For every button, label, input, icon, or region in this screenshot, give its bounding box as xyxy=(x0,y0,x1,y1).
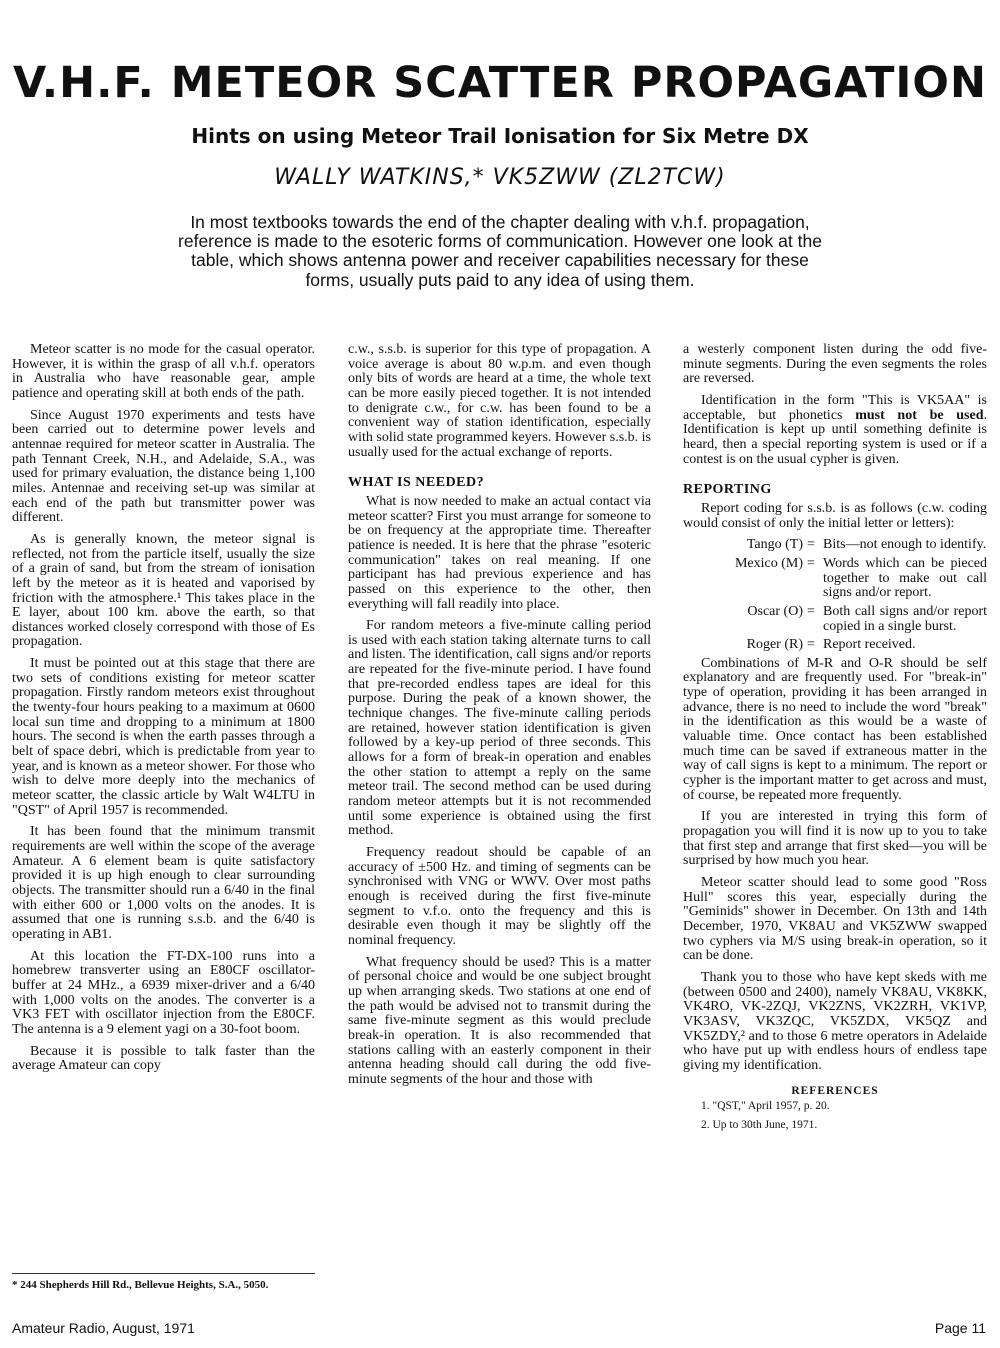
paragraph: It has been found that the minimum transmit requirements are well within the scope of the average Amateur. A 6 element beam is quite satisfactory provided it is up high enough to clear surrounding objects. The transmitter should run a 6/40 in the final with either 600 or 1,000 volts on the anodes. It is assumed that one is running s.s.b. and the 6/40 is operating in AB1. xyxy=(12,824,315,942)
code-row xyxy=(683,605,987,634)
article-subtitle: Hints on using Meteor Trail Ionisation for Six Metre DX xyxy=(191,124,809,148)
reference-item: 2. Up to 30th June, 1971. xyxy=(701,1119,818,1132)
code-row xyxy=(683,557,987,601)
paragraph: At this location the FT-DX-100 runs into a homebrew transverter using an E80CF oscillator-buffer at 24 MHz., a 6939 mixer-driver and a 6/40 with 1,000 volts on the anodes. The converter is a VK3 FET with oscillator injection from the E80CF. The antenna is a 9 element yagi on a 30-foot boom. xyxy=(12,948,315,1037)
code-value: Bits—not enough to identify. xyxy=(823,537,987,553)
paragraph: Meteor scatter is no mode for the casual operator. However, it is within the grasp of all v.h.f. operators in Australia who have reasonable gear, ample patience and operating skill at both ends of the path. xyxy=(12,342,315,401)
paragraph: Thank you to those who have kept skeds with me (between 0500 and 2400), namely VK8AU, VK8KK, VK4RO, VK-2ZQJ, VK2ZNS, VK2ZRH, VK1VP, VK3ASV, VK3ZQC, VK5ZDX, VK5QZ and VK5ZDY,² and to those 6 metre operators in Adelaide who have put up with endless hours of endless tape giving my identification. xyxy=(683,969,987,1073)
paragraph: Meteor scatter should lead to some good "Ross Hull" scores this year, especially during the "Geminids" shower in December. On 13th and 14th December, 1970, VK8AU and VK5ZWW swapped two cyphers via M/S using break-in operation, so it can be done. xyxy=(683,875,987,964)
text-run: . Identification is kept up until something definite is heard, then a special reporting system is used or if a contest is on the usual cypher is given. xyxy=(683,407,987,467)
emphasis-text: must not be used xyxy=(855,407,984,423)
references-heading: REFERENCES xyxy=(791,1084,879,1097)
article-title: V.H.F. METEOR SCATTER PROPAGATION xyxy=(13,58,987,108)
code-row xyxy=(683,638,987,653)
code-value: Report received. xyxy=(823,637,916,653)
section-heading: REPORTING xyxy=(683,482,772,498)
author-byline: WALLY WATKINS,* VK5ZWW (ZL2TCW) xyxy=(274,165,726,190)
paragraph: For random meteors a five-minute calling period is used with each station taking alternate turns to call and listen. The identification, call signs and/or reports are repeated for the five-minute period. I have found that pre-recorded endless tapes are ideal for this purpose. During the peak of a known shower, the technique changes. The five-minute calling periods are retained, however station identification is given followed by a key-up period of three seconds. This allows for a form of break-in operation and enables the other station to attempt a reply on the same meteor trail. The second method can be used during random meteor attempts but it is not recommended until some experience is obtained using the first method. xyxy=(348,618,651,839)
column-1 xyxy=(12,343,315,1081)
paragraph: As is generally known, the meteor signal is reflected, not from the particle itself, usually the size of a grain of sand, but from the stream of ionisation left by the meteor as it is heated and vaporised by friction with the atmosphere.¹ This takes place in the E layer, about 100 km. above the earth, so that distances worked closely correspond with those of Es propagation. xyxy=(12,531,315,650)
paragraph: c.w., s.s.b. is superior for this type of propagation. A voice average is about 80 w.p.m. and even though only bits of words are heard at a time, the whole text can be more easily pieced together. It is not intended to denigrate c.w., for c.w. has been found to be a convenient way of station identification, especially with solid state programmed keyers. However s.s.b. is usually used for the actual exchange of reports. xyxy=(348,342,651,460)
footer-publication: Amateur Radio, August, 1971 xyxy=(12,1320,195,1336)
equals-sign: = xyxy=(807,555,815,571)
intro-paragraph: In most textbooks towards the end of the chapter dealing with v.h.f. propagation, reference is made to the esoteric forms of communication. However one look at the table, which shows antenna power and receiver capabilities necessary for these forms, usually puts paid to any idea of using them. xyxy=(178,212,822,290)
section-heading: WHAT IS NEEDED? xyxy=(348,475,485,491)
code-row xyxy=(683,538,987,553)
reference-item: 1. "QST," April 1957, p. 20. xyxy=(701,1100,830,1113)
column-3 xyxy=(683,343,987,1138)
text-run: Identification in the form "This is VK5AA" is acceptable, but phonetics xyxy=(683,392,987,423)
paragraph xyxy=(683,394,987,467)
equals-sign: = xyxy=(807,603,815,619)
paragraph: Frequency readout should be capable of an accuracy of ±500 Hz. and timing of segments can be synchronised with VNG or WWV. Over most paths enough is received during the first five-minute segment to v.f.o. onto the frequency and this is desirable even though it may be slightly off the nominal frequency. xyxy=(348,845,651,948)
column-2 xyxy=(348,343,651,1095)
code-value: Words which can be pieced together to make out call signs and/or report. xyxy=(823,555,987,601)
footnote: * 244 Shepherds Hill Rd., Bellevue Heights, S.A., 5050. xyxy=(12,1273,315,1292)
paragraph: Since August 1970 experiments and tests have been carried out to determine power levels and antennae required for meteor scatter in Australia. The path Tennant Creek, N.H., and Adelaide, S.A., was used for primary evaluation, the distance being 1,100 miles. Antennae and receiving set-up was similar at each end of the path but transmitter power was different. xyxy=(12,407,315,526)
code-key: Roger (R) xyxy=(746,637,803,653)
paragraph: Because it is possible to talk faster than the average Amateur can copy xyxy=(12,1043,315,1074)
paragraph: If you are interested in trying this form of propagation you will find it is now up to you to take that first step and arrange that first sked—you will be surprised by how much you hear. xyxy=(683,809,987,869)
code-value: Both call signs and/or report copied in a single burst. xyxy=(823,603,987,634)
paragraph: It must be pointed out at this stage that there are two sets of conditions existing for meteor scatter propagation. Firstly random meteors exist throughout the twenty-four hours peaking to a maximum at 0600 local sun time and dropping to a minimum at 1800 hours. The second is when the earth passes through a belt of space debri, which is predictable from year to year, and is known as a meteor shower. For those who wish to delve more deeply into the mechanics of meteor scatter, the classic article by Walt W4LTU in "QST" of April 1957 is recommended. xyxy=(12,656,315,818)
equals-sign: = xyxy=(807,637,815,653)
paragraph: What frequency should be used? This is a matter of personal choice and would be one subject brought up when arranging skeds. Two stations at one end of the path would be advised not to transmit during the same five-minute segment as this would preclude break-in operation. It is also recommended that stations calling with an easterly component in their antenna heading should call during the odd five-minute segments of the hour and those with xyxy=(348,954,651,1087)
paragraph: Report coding for s.s.b. is as follows (c.w. coding would consist of only the initial letter or letters): xyxy=(683,500,987,531)
paragraph: Combinations of M-R and O-R should be self explanatory and are frequently used. For "break-in" type of operation, providing it has been arranged in advance, there is no need to include the word "break" in the identification as this would be a waste of valuable time. Once contact has been established much time can be saved if extraneous matter in the way of call signs is kept to a minimum. The report or cypher is the important matter to get across and must, of course, be repeated more frequently. xyxy=(683,655,987,803)
paragraph: a westerly component listen during the odd five-minute segments. During the even segments the roles are reversed. xyxy=(683,342,987,387)
code-key: Oscar (O) xyxy=(747,603,803,619)
code-key: Mexico (M) xyxy=(734,555,803,571)
equals-sign: = xyxy=(807,537,815,553)
page-number: Page 11 xyxy=(934,1320,986,1336)
code-key: Tango (T) xyxy=(746,537,803,553)
paragraph: What is now needed to make an actual contact via meteor scatter? First you must arrange for someone to be on frequency at the appropriate time. Thereafter patience is needed. It is here that the phrase "esoteric communication" takes on real meaning. If one participant has had previous experience and has passed on this experience to the other, then everything will fall readily into place. xyxy=(348,493,651,612)
